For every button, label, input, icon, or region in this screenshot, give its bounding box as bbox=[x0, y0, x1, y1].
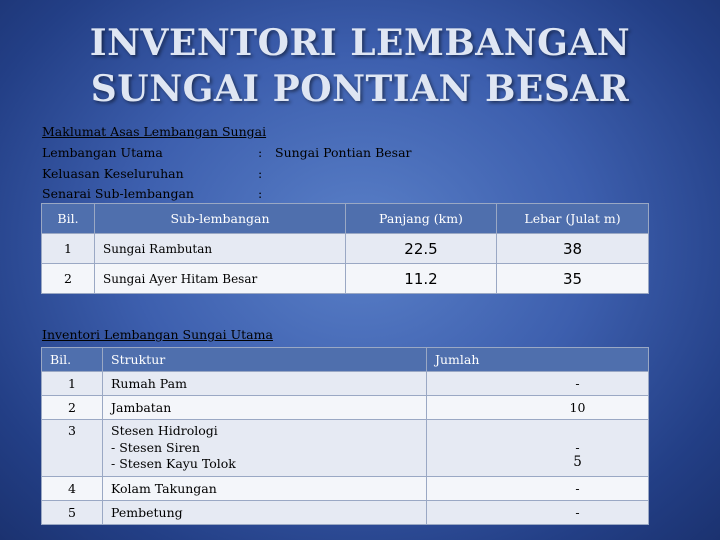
info-colon: : bbox=[258, 145, 263, 160]
cell-struktur: Jambatan bbox=[103, 396, 427, 420]
sub-lembangan-table bbox=[41, 203, 649, 294]
info-colon: : bbox=[258, 166, 263, 181]
cell-bil: 5 bbox=[42, 500, 103, 524]
table-row bbox=[42, 372, 649, 396]
cell-struktur: Pembetung bbox=[103, 500, 427, 524]
cell-panjang: 11.2 bbox=[346, 264, 497, 294]
cell-jumlah bbox=[427, 420, 649, 477]
cell-jumlah: - bbox=[427, 476, 649, 500]
info-value: Sungai Pontian Besar bbox=[275, 145, 412, 160]
cell-bil: 1 bbox=[42, 234, 95, 264]
struktur-sub-kayu-tolok: - Stesen Kayu Tolok bbox=[111, 456, 236, 471]
cell-lebar: 35 bbox=[497, 264, 649, 294]
struktur-sub-siren: - Stesen Siren bbox=[111, 439, 201, 455]
col-header-sub-lembangan: Sub-lembangan bbox=[95, 204, 346, 234]
table-row bbox=[42, 500, 649, 524]
table-row bbox=[42, 420, 649, 477]
table-header-row bbox=[42, 348, 649, 372]
jumlah-siren: - bbox=[575, 439, 580, 455]
table-row bbox=[42, 234, 649, 264]
col-header-bil: Bil. bbox=[42, 204, 95, 234]
page-title-line-1: INVENTORI LEMBANGAN bbox=[89, 22, 631, 64]
cell-bil: 4 bbox=[42, 476, 103, 500]
struktur-main: Stesen Hidrologi bbox=[111, 423, 218, 438]
jumlah-kayu-tolok: 5 bbox=[573, 453, 582, 470]
info-label: Lembangan Utama bbox=[42, 145, 163, 160]
info-colon: : bbox=[258, 186, 263, 201]
table-row bbox=[42, 264, 649, 294]
cell-lebar: 38 bbox=[497, 234, 649, 264]
cell-bil: 2 bbox=[42, 264, 95, 294]
cell-bil: 1 bbox=[42, 372, 103, 396]
cell-sub-lembangan: Sungai Rambutan bbox=[95, 234, 346, 264]
col-header-struktur: Struktur bbox=[103, 348, 427, 372]
cell-sub-lembangan: Sungai Ayer Hitam Besar bbox=[95, 264, 346, 294]
table-header-row bbox=[42, 204, 649, 234]
cell-panjang: 22.5 bbox=[346, 234, 497, 264]
col-header-bil: Bil. bbox=[42, 348, 103, 372]
cell-jumlah: 10 bbox=[427, 396, 649, 420]
inventory-table bbox=[41, 347, 649, 525]
page-title-line-2: SUNGAI PONTIAN BESAR bbox=[90, 68, 630, 110]
cell-bil: 2 bbox=[42, 396, 103, 420]
cell-jumlah: - bbox=[427, 372, 649, 396]
col-header-lebar: Lebar (Julat m) bbox=[497, 204, 649, 234]
table-row bbox=[42, 476, 649, 500]
cell-bil: 3 bbox=[42, 420, 103, 477]
col-header-jumlah: Jumlah bbox=[427, 348, 649, 372]
cell-struktur: Kolam Takungan bbox=[103, 476, 427, 500]
info-label: Keluasan Keseluruhan bbox=[42, 166, 184, 181]
col-header-panjang: Panjang (km) bbox=[346, 204, 497, 234]
cell-struktur: Rumah Pam bbox=[103, 372, 427, 396]
info-label: Senarai Sub-lembangan bbox=[42, 186, 194, 201]
table-row bbox=[42, 396, 649, 420]
cell-jumlah: - bbox=[427, 500, 649, 524]
cell-struktur bbox=[103, 420, 427, 477]
